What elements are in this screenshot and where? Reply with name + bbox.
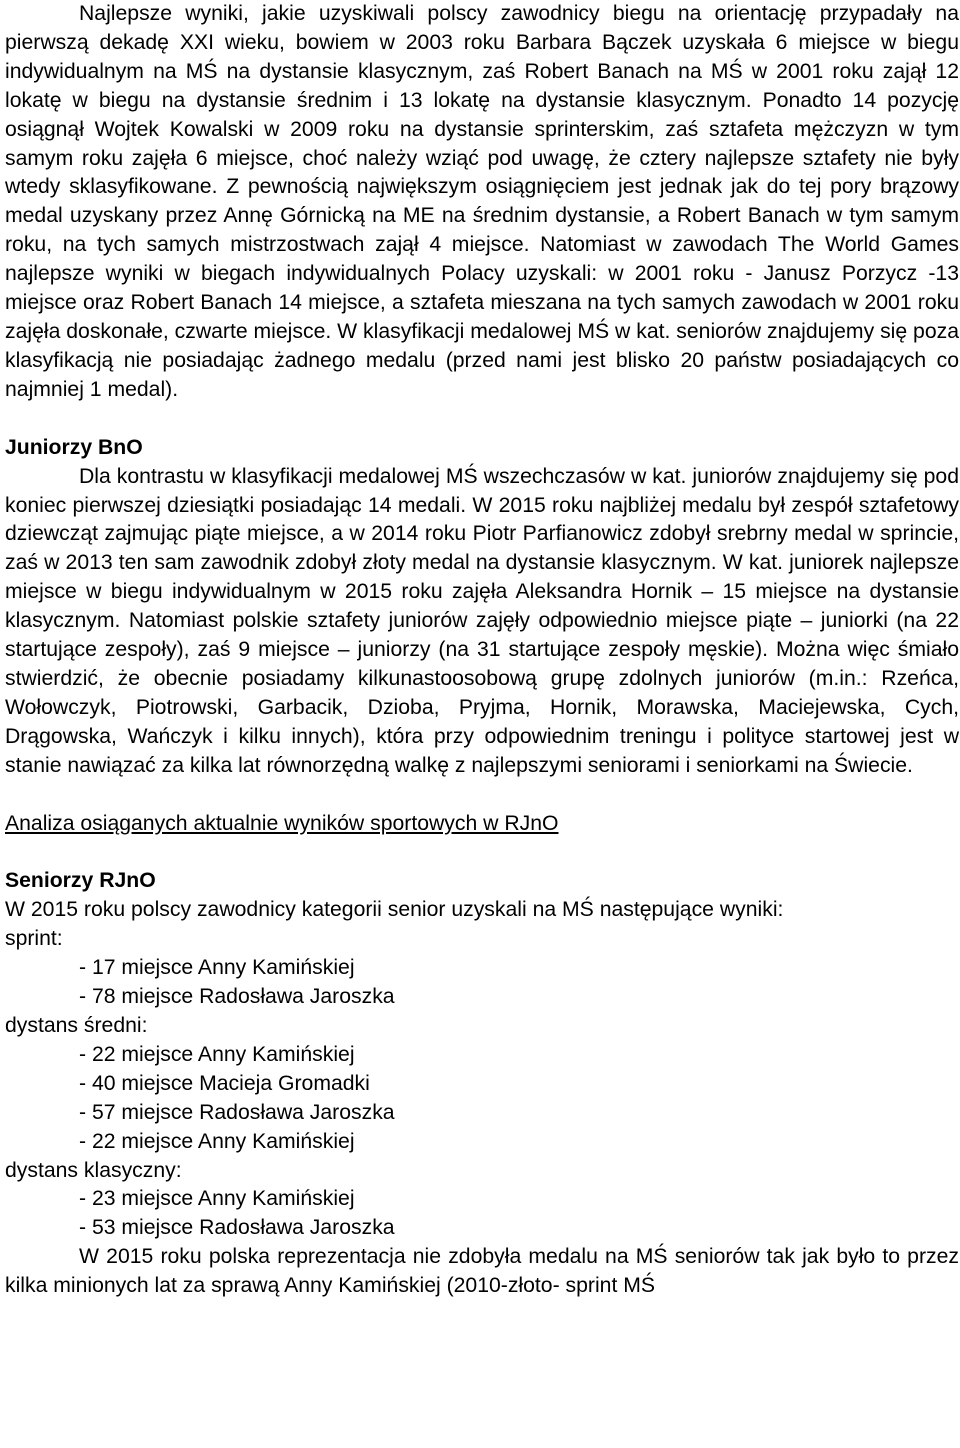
document-page [5, 0, 959, 1301]
classic-result-item: - 23 miejsce Anny Kamińskiej [79, 1187, 355, 1211]
section-heading-seniors: Seniorzy RJnO [5, 869, 156, 893]
spacer [5, 405, 959, 434]
classic-result-item: - 53 miejsce Radosława Jaroszka [79, 1216, 395, 1240]
paragraph-best-results: Najlepsze wyniki, jakie uzyskiwali polscy zawodnicy biegu na orientację przypadały na pierwszą dekadę XXI wieku, bowiem w 2003 roku Barbara Bączek uzyskała 6 miejsce w biegu indywidualnym na MŚ na dystansie klasycznym, zaś Robert Banach na MŚ w 2001 roku zajął 12 lokatę w biegu na dystansie średnim i 13 lokatę na dystansie klasycznym. Ponadto 14 pozycję osiągnął Wojtek Kowalski w 2009 roku na dystansie sprinterskim, zaś sztafeta mężczyzn w tym samym roku zajęła 6 miejsce, choć należy wziąć pod uwagę, że cztery najlepsze sztafety nie były wtedy sklasyfikowane. Z pewnością największym osiągnięciem jest jednak jak do tej pory brązowy medal uzyskany przez Annę Górnicką na ME na średnim dystansie, a Robert Banach w tym samym roku, na tych samych mistrzostwach zajął 4 miejsce. Natomiast w zawodach The World Games najlepsze wyniki w biegach indywidualnych Polacy uzyskali: w 2001 roku - Janusz Porzycz -13 miejsce oraz Robert Banach 14 miejsce, a sztafeta mieszana na tych samych zawodach w 2001 roku zajęła doskonałe, czwarte miejsce. W klasyfikacji medalowej MŚ w kat. seniorów znajdujemy się poza klasyfikacją nie posiadając żadnego medalu (przed nami jest blisko 20 państw posiadających co najmniej 1 medal). [5, 2, 959, 401]
paragraph-juniors: Dla kontrastu w klasyfikacji medalowej MŚ wszechczasów w kat. juniorów znajdujemy się pod koniec pierwszej dziesiątki posiadając 14 medali. W 2015 roku najbliżej medalu był zespół sztafetowy dziewcząt zajmując piąte miejsce, a w 2014 roku Piotr Parfianowicz zdobył srebrny medal w sprincie, zaś w 2013 ten sam zawodnik zdobył złoty medal na dystansie klasycznym. W kat. juniorek najlepsze miejsce w biegu indywidualnym w 2015 roku zajęła Aleksandra Hornik – 15 miejsce na dystansie klasycznym. Natomiast polskie sztafety juniorów zajęły odpowiednio miejsce piąte – juniorki (na 22 startujące zespoły), zaś 9 miejsce – juniorzy (na 31 startujące zespoły męskie). Można więc śmiało stwierdzić, że obecnie posiadamy kilkunastoosobową grupę zdolnych juniorów (m.in.: Rzeńca, Wołowczyk, Piotrowski, Garbacik, Dzioba, Pryjma, Hornik, Morawska, Maciejewska, Cych, Drągowska, Wańczyk i kilku innych), która przy odpowiednim treningu i polityce startowej jest w stanie nawiązać za kilka lat równorzędną walkę z najlepszymi seniorami i seniorkami na Świecie. [5, 464, 959, 777]
middle-result-item: - 40 miejsce Macieja Gromadki [79, 1071, 370, 1095]
classic-distance-label: dystans klasyczny: [5, 1158, 182, 1182]
middle-result-item: - 22 miejsce Anny Kamińskiej [79, 1129, 355, 1153]
middle-result-item: - 57 miejsce Radosława Jaroszka [79, 1100, 395, 1124]
section-heading-analysis: Analiza osiąganych aktualnie wyników sportowych w RJnO [5, 811, 559, 835]
sprint-result-item: - 17 miejsce Anny Kamińskiej [79, 956, 355, 980]
sprint-label: sprint: [5, 927, 63, 951]
section-heading-juniors: Juniorzy BnO [5, 435, 143, 459]
spacer [5, 781, 959, 810]
sprint-result-item: - 78 miejsce Radosława Jaroszka [79, 985, 395, 1009]
middle-distance-label: dystans średni: [5, 1014, 148, 1037]
seniors-intro: W 2015 roku polscy zawodnicy kategorii senior uzyskali na MŚ następujące wyniki: [5, 898, 784, 922]
middle-result-item: - 22 miejsce Anny Kamińskiej [79, 1042, 355, 1066]
paragraph-2015-summary: W 2015 roku polska reprezentacja nie zdobyła medalu na MŚ seniorów tak jak było to przez kilka minionych lat za sprawą Anny Kamińskiej (2010-złoto- sprint MŚ [5, 1245, 959, 1298]
spacer [5, 838, 959, 867]
